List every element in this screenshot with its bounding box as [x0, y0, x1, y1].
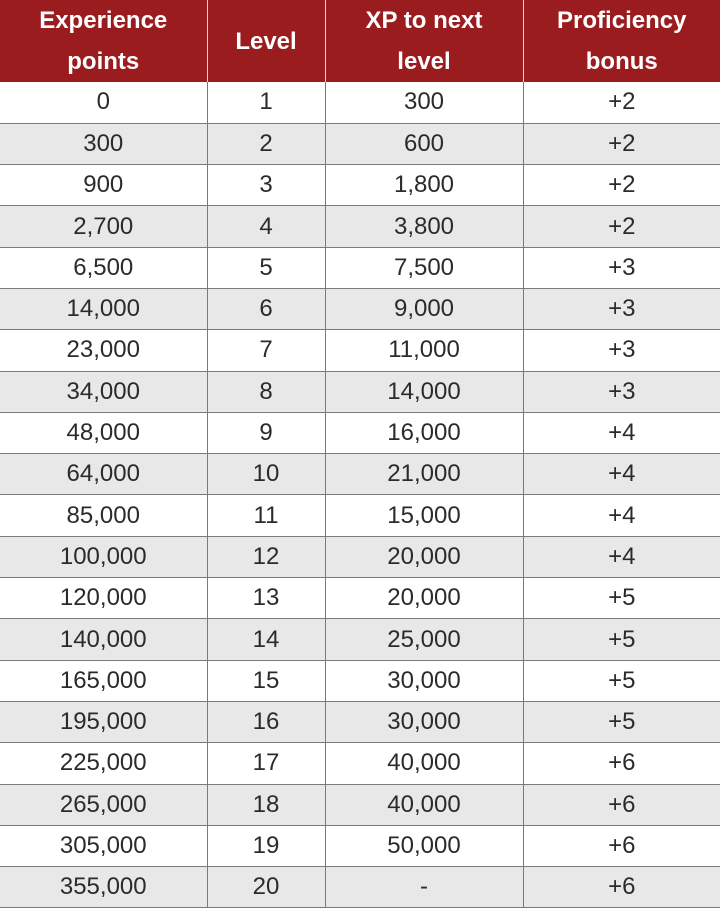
cell-experience-points: 23,000	[0, 330, 207, 371]
cell-experience-points: 85,000	[0, 495, 207, 536]
cell-level: 4	[207, 206, 325, 247]
cell-level: 15	[207, 660, 325, 701]
cell-proficiency-bonus: +4	[523, 454, 720, 495]
cell-xp-to-next-level: 1,800	[325, 165, 523, 206]
cell-xp-to-next-level: 20,000	[325, 536, 523, 577]
cell-level: 18	[207, 784, 325, 825]
cell-experience-points: 2,700	[0, 206, 207, 247]
cell-proficiency-bonus: +3	[523, 330, 720, 371]
cell-proficiency-bonus: +2	[523, 165, 720, 206]
cell-proficiency-bonus: +2	[523, 82, 720, 123]
cell-experience-points: 305,000	[0, 825, 207, 866]
cell-experience-points: 225,000	[0, 743, 207, 784]
table-row	[0, 825, 720, 866]
header-proficiency-line1: Proficiency	[557, 7, 687, 34]
cell-xp-to-next-level: -	[325, 867, 523, 908]
header-proficiency-bonus	[523, 0, 720, 82]
cell-proficiency-bonus: +6	[523, 784, 720, 825]
table-row	[0, 412, 720, 453]
cell-experience-points: 14,000	[0, 288, 207, 329]
table-row	[0, 536, 720, 577]
table-row	[0, 371, 720, 412]
cell-experience-points: 165,000	[0, 660, 207, 701]
cell-proficiency-bonus: +6	[523, 743, 720, 784]
cell-level: 7	[207, 330, 325, 371]
cell-xp-to-next-level: 300	[325, 82, 523, 123]
table-row	[0, 495, 720, 536]
cell-experience-points: 140,000	[0, 619, 207, 660]
header-row	[0, 0, 720, 82]
cell-xp-to-next-level: 600	[325, 123, 523, 164]
cell-proficiency-bonus: +3	[523, 288, 720, 329]
header-xp-next-line1: XP to next	[365, 7, 483, 34]
cell-proficiency-bonus: +3	[523, 247, 720, 288]
cell-xp-to-next-level: 3,800	[325, 206, 523, 247]
cell-xp-to-next-level: 14,000	[325, 371, 523, 412]
cell-experience-points: 100,000	[0, 536, 207, 577]
cell-proficiency-bonus: +2	[523, 123, 720, 164]
header-experience-line2: points	[67, 48, 140, 75]
cell-proficiency-bonus: +2	[523, 206, 720, 247]
table-row	[0, 701, 720, 742]
header-experience-line1: Experience	[39, 7, 168, 34]
cell-experience-points: 265,000	[0, 784, 207, 825]
table-row	[0, 743, 720, 784]
cell-experience-points: 34,000	[0, 371, 207, 412]
table-body	[0, 82, 720, 908]
table-row	[0, 247, 720, 288]
cell-xp-to-next-level: 9,000	[325, 288, 523, 329]
cell-level: 11	[207, 495, 325, 536]
cell-level: 10	[207, 454, 325, 495]
table-row	[0, 82, 720, 123]
table-row	[0, 165, 720, 206]
cell-experience-points: 120,000	[0, 578, 207, 619]
cell-proficiency-bonus: +4	[523, 536, 720, 577]
table-row	[0, 867, 720, 908]
cell-level: 5	[207, 247, 325, 288]
cell-xp-to-next-level: 40,000	[325, 784, 523, 825]
cell-level: 13	[207, 578, 325, 619]
cell-experience-points: 0	[0, 82, 207, 123]
table-row	[0, 330, 720, 371]
cell-level: 6	[207, 288, 325, 329]
cell-experience-points: 355,000	[0, 867, 207, 908]
table-row	[0, 454, 720, 495]
cell-proficiency-bonus: +4	[523, 412, 720, 453]
cell-experience-points: 195,000	[0, 701, 207, 742]
cell-proficiency-bonus: +6	[523, 825, 720, 866]
cell-proficiency-bonus: +4	[523, 495, 720, 536]
cell-experience-points: 6,500	[0, 247, 207, 288]
cell-xp-to-next-level: 20,000	[325, 578, 523, 619]
cell-level: 17	[207, 743, 325, 784]
cell-level: 16	[207, 701, 325, 742]
cell-xp-to-next-level: 30,000	[325, 701, 523, 742]
cell-level: 3	[207, 165, 325, 206]
cell-xp-to-next-level: 30,000	[325, 660, 523, 701]
table-row	[0, 288, 720, 329]
cell-proficiency-bonus: +5	[523, 701, 720, 742]
cell-level: 2	[207, 123, 325, 164]
cell-proficiency-bonus: +5	[523, 660, 720, 701]
header-proficiency-line2: bonus	[585, 48, 658, 75]
header-xp-to-next-level	[325, 0, 523, 82]
table-row	[0, 206, 720, 247]
cell-xp-to-next-level: 21,000	[325, 454, 523, 495]
cell-proficiency-bonus: +6	[523, 867, 720, 908]
header-level-label: Level	[235, 27, 297, 55]
cell-xp-to-next-level: 40,000	[325, 743, 523, 784]
cell-xp-to-next-level: 7,500	[325, 247, 523, 288]
header-xp-next-line2: level	[397, 48, 451, 75]
table-row	[0, 660, 720, 701]
cell-xp-to-next-level: 11,000	[325, 330, 523, 371]
cell-xp-to-next-level: 16,000	[325, 412, 523, 453]
cell-xp-to-next-level: 25,000	[325, 619, 523, 660]
cell-experience-points: 48,000	[0, 412, 207, 453]
cell-level: 14	[207, 619, 325, 660]
cell-experience-points: 900	[0, 165, 207, 206]
table-row	[0, 619, 720, 660]
cell-xp-to-next-level: 50,000	[325, 825, 523, 866]
cell-level: 19	[207, 825, 325, 866]
cell-level: 12	[207, 536, 325, 577]
table-row	[0, 123, 720, 164]
header-level	[207, 0, 325, 82]
table-row	[0, 578, 720, 619]
cell-level: 9	[207, 412, 325, 453]
cell-experience-points: 64,000	[0, 454, 207, 495]
table-header	[0, 0, 720, 82]
cell-experience-points: 300	[0, 123, 207, 164]
cell-level: 20	[207, 867, 325, 908]
cell-proficiency-bonus: +5	[523, 578, 720, 619]
header-experience-points	[0, 0, 207, 82]
cell-proficiency-bonus: +3	[523, 371, 720, 412]
cell-level: 8	[207, 371, 325, 412]
table-row	[0, 784, 720, 825]
cell-xp-to-next-level: 15,000	[325, 495, 523, 536]
cell-proficiency-bonus: +5	[523, 619, 720, 660]
cell-level: 1	[207, 82, 325, 123]
